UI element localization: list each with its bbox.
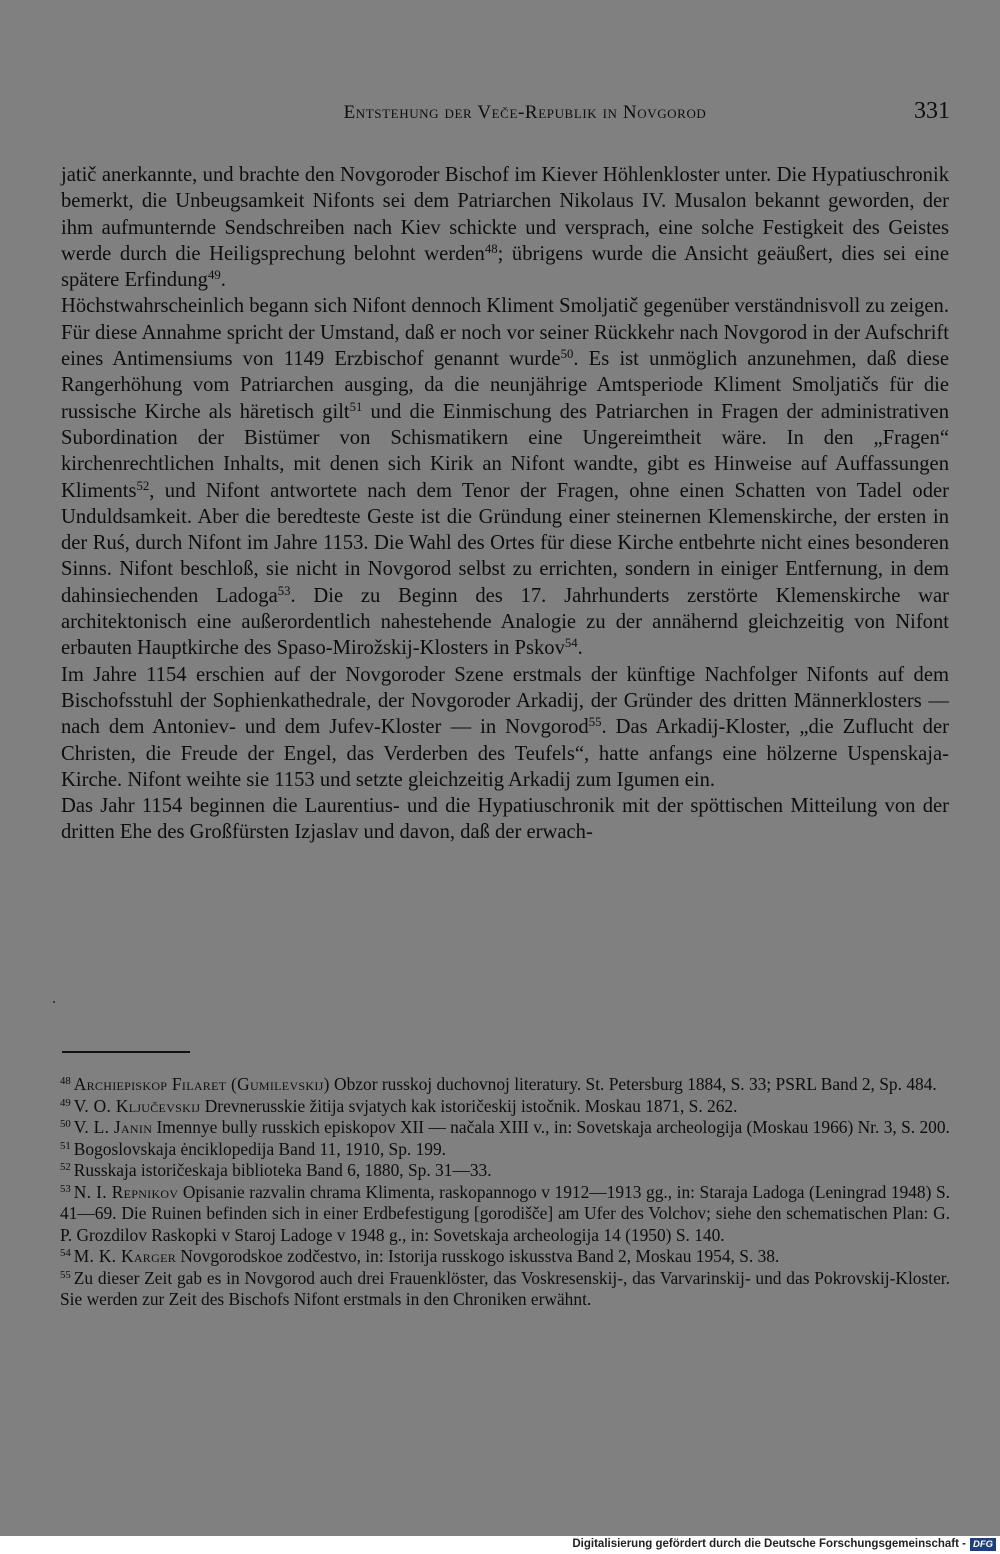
text-run: , und Nifont antwortete nach dem Tenor der Fragen, ohne einen Schatten von Tadel oder Unduldsamkeit. Aber die beredteste Geste ist die Gründung einer steinernen Klemenskirche, der ersten in der Ruś, durch Nifont im Jahre 1153. Die Wahl des Ortes für diese Kirche entbehrte nicht eines besonderen Sinns. Nifont beschloß, sie nicht in Novgorod selbst zu errichten, sondern in einiger Entfernung, in dem dahinsiechenden Ladoga <box>61 479 949 607</box>
footnote <box>60 1074 950 1096</box>
footnote-text: Imennye bully russkich episkopov XII — načala XIII v., in: Sovetskaja archeologija (Moskau 1966) Nr. 3, S. 200. <box>152 1117 950 1137</box>
footnote-text: Bogoslovskaja ėnciklopedija Band 11, 1910, Sp. 199. <box>73 1138 447 1159</box>
footnote-ref[interactable]: 52 <box>136 478 150 493</box>
footnote-author: V. L. Janin <box>73 1117 153 1137</box>
footnote-number: 48 <box>60 1075 71 1088</box>
footnote <box>60 1117 950 1139</box>
footnote-text: Obzor russkoj duchovnoj literatury. St. Petersburg 1884, S. 33; PSRL Band 2, Sp. 484. <box>329 1074 937 1094</box>
paragraph-4 <box>61 793 949 846</box>
text-run: . <box>577 637 583 660</box>
footnote-author: N. I. Repnikov <box>73 1181 179 1202</box>
paragraph-3 <box>61 662 949 793</box>
footnote-number: 53 <box>60 1182 71 1195</box>
text-run: . Die zu Beginn des 17. Jahrhunderts zerstörte Klemenskirche war architektonisch eine außerordentlich nahestehende Analogie zu der annähernd gleichzeitig von Nifont erbauten Hauptkirche des Spaso-Mirožskij-Klosters in Pskov <box>61 584 949 660</box>
footnote-author: V. O. Ključevskij <box>73 1095 201 1116</box>
footnote-ref[interactable]: 51 <box>349 399 363 414</box>
footnote-number: 51 <box>60 1139 71 1152</box>
footnote-ref[interactable]: 48 <box>484 241 498 256</box>
footnote-number: 49 <box>60 1096 71 1109</box>
text-run: . Es ist unmöglich anzunehmen, daß diese Rangerhöhung vom Patriarchen ausging, da die neunjährige Amtsperiode Kliment Smoljatičs für die russische Kirche als häretisch gilt <box>61 348 949 423</box>
footnote-text: Zu dieser Zeit gab es in Novgorod auch drei Frauenklöster, das Voskresenskij-, das Varvarinskij- und das Pokrovskij-Kloster. Sie werden zur Zeit des Bischofs Nifont erstmals in den Chroniken erwähnt. <box>60 1267 950 1309</box>
text-run: . <box>220 269 226 292</box>
footnote <box>60 1182 950 1247</box>
paragraph-2 <box>61 293 949 661</box>
page-number: 331 <box>914 98 950 124</box>
footnotes <box>60 1074 950 1311</box>
footnote <box>60 1139 950 1161</box>
footnote-ref[interactable]: 53 <box>277 583 291 598</box>
footnote <box>60 1160 950 1182</box>
running-head <box>60 98 950 134</box>
footnote-text: Novgorodskoe zodčestvo, in: Istorija russkogo iskusstva Band 2, Moskau 1954, S. 38. <box>176 1246 780 1266</box>
text-run: Das Jahr 1154 beginnen die Laurentius- und die Hypatiuschronik mit der spöttischen Mitteilung von der dritten Ehe des Großfürsten Izjaslav und davon, daß der erwach- <box>61 795 949 844</box>
text-run: jatič anerkannte, und brachte den Novgoroder Bischof im Kiever Höhlenkloster unter. Die Hypatiuschronik bemerkt, die Unbeugsamkeit Nifonts sei dem Patriarchen Nikolaus IV. Musalon bekannt geworden, der ihm aufmunternde Sendschreiben nach Kiev schickte und versprach, eine solche Festigkeit des Geistes werde durch die Heiligsprechung belohnt werden <box>61 164 949 265</box>
text-run: und die Einmischung des Patriarchen in Fragen der administrativen Subordination der Bistümer von Schismatikern eine Ungereimtheit wäre. In den „Fragen“ kirchenrechtlichen Inhalts, mit denen sich Kirik an Nifont wandte, gibt es Hinweise auf Auffassungen Kliments <box>61 400 949 502</box>
footnote-number: 55 <box>60 1268 71 1281</box>
footnote-ref[interactable]: 54 <box>564 636 578 651</box>
footnote-ref[interactable]: 55 <box>588 715 602 730</box>
margin-mark: · <box>51 992 57 1012</box>
text-run: Höchstwahrscheinlich begann sich Nifont dennoch Kliment Smoljatič gegenüber verständnisvoll zu zeigen. Für diese Annahme spricht der Umstand, daß er noch vor seiner Rückkehr nach Novgorod in der Aufschrift eines Antimensiums von 1149 Erzbischof genannt wurde <box>61 295 949 371</box>
paragraph-1 <box>61 162 949 293</box>
footnote-author: M. K. Karger <box>73 1246 177 1266</box>
footnote-ref[interactable]: 49 <box>207 268 221 283</box>
footnote-rule <box>62 1051 190 1053</box>
dfg-logo-icon[interactable]: DFG <box>970 1538 996 1551</box>
footnote <box>60 1268 950 1311</box>
footer-bar <box>0 1536 1000 1554</box>
footnote-text: Opisanie razvalin chrama Klimenta, raskopannogo v 1912—1913 gg., in: Staraja Ladoga (Leningrad 1948) S. 41—69. Die Ruinen befinden sich in einer Erdbefestigung [gorodišče] am Ufer des Volchov; siehe den schematischen Plan: G. P. Grozdilov Raskopki v Staroj Ladoge v 1948 g., in: Sovetskaja archeologija 14 (1950) S. 140. <box>60 1181 950 1245</box>
footnote-number: 50 <box>60 1118 71 1131</box>
text-run: ; übrigens wurde die Ansicht geäußert, dies sei eine spätere Erfindung <box>61 242 949 292</box>
footnote <box>60 1096 950 1118</box>
funding-credit: Digitalisierung gefördert durch die Deutsche Forschungsgemeinschaft - <box>572 1538 966 1550</box>
text-run: . Das Arkadij-Kloster, „die Zuflucht der Christen, die Freude der Engel, das Verderben des Teufels“, hatte anfangs eine hölzerne Uspenskaja-Kirche. Nifont weihte sie 1153 und setzte gleichzeitig Arkadij zum Igumen ein. <box>61 716 949 791</box>
footnote-text: Drevnerusskie žitija svjatych kak istoričeskij istočnik. Moskau 1871, S. 262. <box>200 1095 738 1116</box>
footnote-number: 54 <box>60 1247 71 1260</box>
footnote-number: 52 <box>60 1161 71 1174</box>
running-head-title: Entstehung der Veče-Republik in Novgorod <box>343 102 707 123</box>
text-run: Im Jahre 1154 erschien auf der Novgoroder Szene erstmals der künftige Nachfolger Nifonts auf dem Bischofsstuhl der Sophienkathedrale, der Novgoroder Arkadij, der Gründer des dritten Männerklosters — nach dem Antoniev- und dem Jufev-Kloster — in Novgorod <box>61 663 949 739</box>
footnote-ref[interactable]: 50 <box>560 347 574 362</box>
body-text <box>61 162 949 846</box>
footnote-author: Archiepiskop Filaret (Gumilevskij) <box>73 1074 330 1094</box>
footnote-text: Russkaja istoričeskaja biblioteka Band 6, 1880, Sp. 31—33. <box>73 1160 492 1180</box>
footnote <box>60 1246 950 1268</box>
